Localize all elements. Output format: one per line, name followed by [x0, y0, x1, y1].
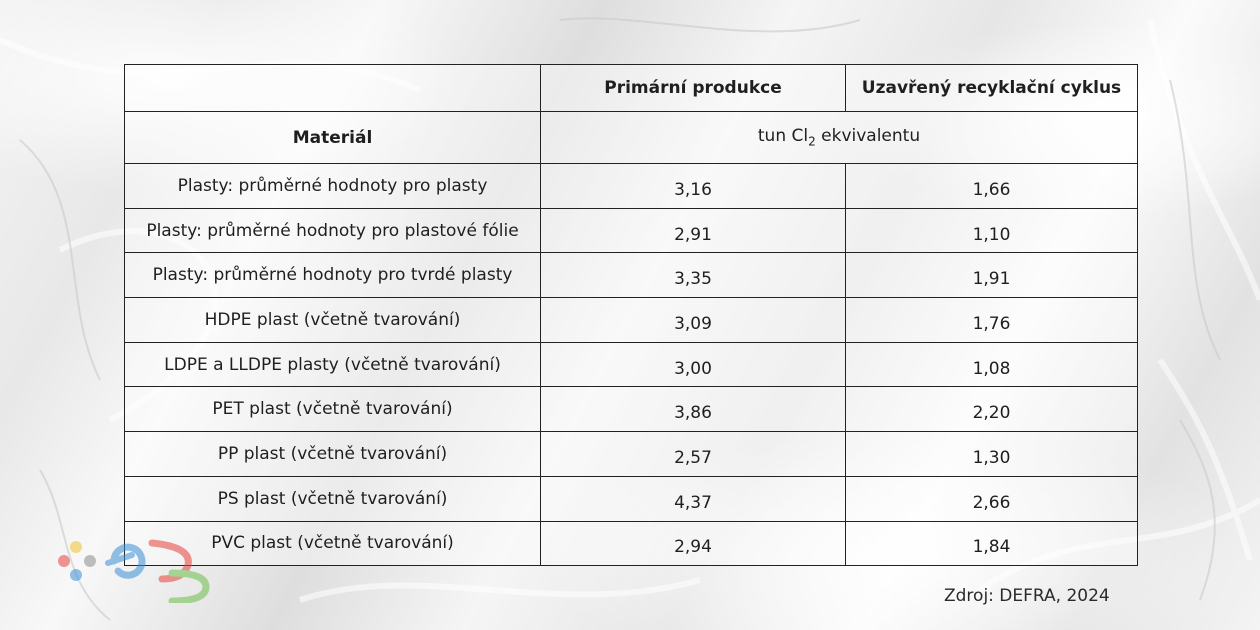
closed-loop-value-cell: 1,08	[846, 342, 1138, 387]
material-cell: PP plast (včetně tvarování)	[125, 432, 541, 477]
closed-loop-value-cell: 2,20	[846, 387, 1138, 432]
emissions-table-container	[124, 64, 1137, 566]
material-cell: PS plast (včetně tvarování)	[125, 476, 541, 521]
unit-subscript: 2	[808, 134, 816, 149]
logo-dot-gray	[84, 555, 96, 567]
logo-dot-red	[58, 555, 70, 567]
primary-value-cell: 3,16	[541, 164, 846, 209]
table-row	[125, 164, 1138, 209]
emissions-table	[124, 64, 1138, 566]
material-cell: Plasty: průměrné hodnoty pro plasty	[125, 164, 541, 209]
closed-loop-value-cell: 1,10	[846, 208, 1138, 253]
logo-dot-yellow	[70, 541, 82, 553]
closed-loop-value-cell: 1,91	[846, 253, 1138, 298]
closed-loop-value-cell: 1,30	[846, 432, 1138, 477]
company-logo	[52, 533, 232, 603]
header-empty-cell	[125, 65, 541, 112]
header-row-columns	[125, 65, 1138, 112]
primary-value-cell: 2,91	[541, 208, 846, 253]
table-row	[125, 253, 1138, 298]
primary-value-cell: 3,00	[541, 342, 846, 387]
primary-value-cell: 4,37	[541, 476, 846, 521]
header-closed-loop-recycling: Uzavřený recyklační cyklus	[846, 65, 1138, 112]
unit-suffix: ekvivalentu	[815, 126, 921, 147]
material-cell: PET plast (včetně tvarování)	[125, 387, 541, 432]
table-row	[125, 342, 1138, 387]
table-row	[125, 476, 1138, 521]
table-row	[125, 208, 1138, 253]
table-row	[125, 298, 1138, 343]
table-row	[125, 387, 1138, 432]
closed-loop-value-cell: 1,84	[846, 521, 1138, 566]
material-cell: Plasty: průměrné hodnoty pro plastové fólie	[125, 208, 541, 253]
primary-value-cell: 3,09	[541, 298, 846, 343]
primary-value-cell: 2,57	[541, 432, 846, 477]
header-row-units	[125, 112, 1138, 164]
material-cell: LDPE a LLDPE plasty (včetně tvarování)	[125, 342, 541, 387]
material-cell: HDPE plast (včetně tvarování)	[125, 298, 541, 343]
table-row	[125, 521, 1138, 566]
logo-dot-blue	[70, 569, 82, 581]
table-row	[125, 432, 1138, 477]
unit-prefix: tun Cl	[757, 126, 809, 147]
header-material: Materiál	[125, 112, 541, 164]
header-primary-production: Primární produkce	[541, 65, 846, 112]
material-cell: PVC plast (včetně tvarování)	[125, 521, 541, 566]
primary-value-cell: 2,94	[541, 521, 846, 566]
closed-loop-value-cell: 1,76	[846, 298, 1138, 343]
primary-value-cell: 3,86	[541, 387, 846, 432]
closed-loop-value-cell: 2,66	[846, 476, 1138, 521]
header-unit	[541, 112, 1138, 164]
material-cell: Plasty: průměrné hodnoty pro tvrdé plasty	[125, 253, 541, 298]
closed-loop-value-cell: 1,66	[846, 164, 1138, 209]
source-note: Zdroj: DEFRA, 2024	[944, 586, 1110, 606]
primary-value-cell: 3,35	[541, 253, 846, 298]
